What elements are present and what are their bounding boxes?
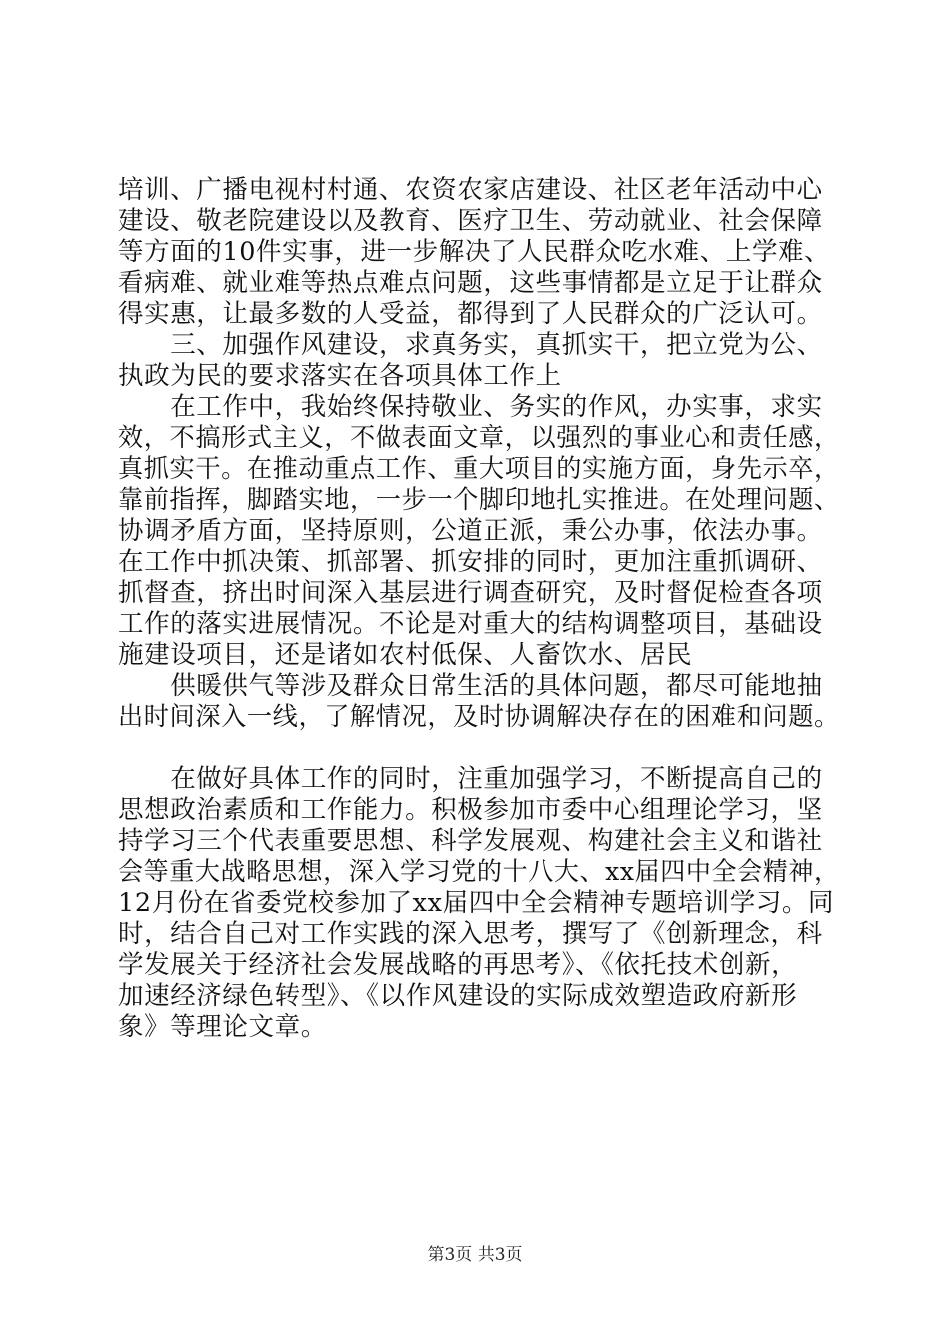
body-line: 供暖供气等涉及群众日常生活的具体问题，都尽可能地抽 <box>118 671 823 701</box>
page-number-footer: 第3页 共3页 <box>427 1245 523 1265</box>
section-heading-line: 执政为民的要求落实在各项具体工作上 <box>118 361 562 391</box>
body-line: 12月份在省委党校参加了xx届四中全会精神专题培训学习。同 <box>118 888 835 918</box>
body-line: 效，不搞形式主义，不做表面文章，以强烈的事业心和责任感， <box>118 423 840 453</box>
body-line: 靠前指挥，脚踏实地，一步一个脚印地扎实推进。在处理问题、 <box>118 485 840 515</box>
body-line: 时，结合自己对工作实践的深入思考，撰写了《创新理念，科 <box>118 919 823 949</box>
body-line: 培训、广播电视村村通、农资农家店建设、社区老年活动中心 <box>118 175 823 205</box>
body-line: 工作的落实进展情况。不论是对重大的结构调整项目，基础设 <box>118 609 823 639</box>
body-line: 象》等理论文章。 <box>118 1012 327 1042</box>
body-line: 在工作中抓决策、抓部署、抓安排的同时，更加注重抓调研、 <box>118 547 823 577</box>
body-line: 真抓实干。在推动重点工作、重大项目的实施方面，身先示卒， <box>118 454 840 484</box>
body-line: 在工作中，我始终保持敬业、务实的作风，办实事，求实 <box>118 392 823 422</box>
body-line: 施建设项目，还是诸如农村低保、人畜饮水、居民 <box>118 640 693 670</box>
body-line: 加速经济绿色转型》、《以作风建设的实际成效塑造政府新形 <box>118 981 798 1011</box>
section-heading-line: 三、加强作风建设，求真务实，真抓实干，把立党为公、 <box>118 330 823 360</box>
body-line: 抓督查，挤出时间深入基层进行调查研究，及时督促检查各项 <box>118 578 823 608</box>
body-line: 建设、敬老院建设以及教育、医疗卫生、劳动就业、社会保障 <box>118 206 823 236</box>
body-line: 思想政治素质和工作能力。积极参加市委中心组理论学习，坚 <box>118 795 823 825</box>
body-line: 持学习三个代表重要思想、科学发展观、构建社会主义和谐社 <box>118 826 823 856</box>
body-line: 看病难、就业难等热点难点问题，这些事情都是立足于让群众 <box>118 268 823 298</box>
body-line: 协调矛盾方面，坚持原则，公道正派，秉公办事，依法办事。 <box>118 516 823 546</box>
body-line: 出时间深入一线，了解情况，及时协调解决存在的困难和问题。 <box>118 702 840 732</box>
body-line: 在做好具体工作的同时，注重加强学习，不断提高自己的 <box>118 764 823 794</box>
body-line: 会等重大战略思想，深入学习党的十八大、xx届四中全会精神， <box>118 857 840 887</box>
body-line: 等方面的10件实事，进一步解决了人民群众吃水难、上学难、 <box>118 237 831 267</box>
body-line: 学发展关于经济社会发展战略的再思考》、《依托技术创新， <box>118 950 798 980</box>
body-line: 得实惠，让最多数的人受益，都得到了人民群众的广泛认可。 <box>118 299 823 329</box>
